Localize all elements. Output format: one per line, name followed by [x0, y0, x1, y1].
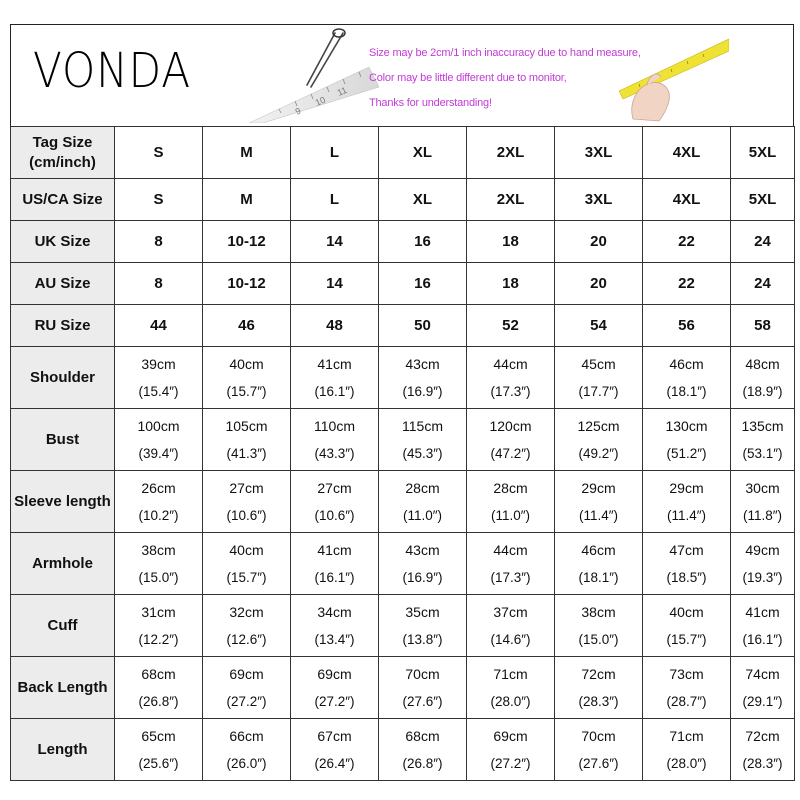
inch-value: (12.6″) — [226, 631, 267, 647]
measure-cell — [731, 595, 795, 657]
measure-cell — [731, 657, 795, 719]
measure-cell — [643, 719, 731, 781]
measure-cell — [203, 719, 291, 781]
note-line: Color may be little different due to monitor, — [369, 72, 567, 84]
size-cell: 14 — [291, 263, 379, 305]
measure-cell — [115, 719, 203, 781]
inch-value: (16.1″) — [314, 383, 355, 399]
row-label — [11, 127, 115, 179]
size-cell: S — [115, 127, 203, 179]
size-cell: L — [291, 179, 379, 221]
measure-cell — [643, 657, 731, 719]
cm-value: 43cm — [405, 541, 440, 558]
cm-value: 49cm — [745, 541, 780, 558]
inch-value: (43.3″) — [314, 445, 355, 461]
row-label-line: UK Size — [34, 232, 91, 250]
hand-tape-measure-icon — [619, 27, 729, 123]
measure-cell — [731, 533, 795, 595]
measure-cell — [291, 595, 379, 657]
measure-row — [11, 409, 795, 471]
measure-row — [11, 471, 795, 533]
size-cell: 50 — [379, 305, 467, 347]
size-cell: L — [291, 127, 379, 179]
inch-value: (28.3″) — [742, 755, 783, 771]
cm-value: 100cm — [137, 417, 180, 434]
inch-value: (41.3″) — [226, 445, 267, 461]
inch-value: (15.0″) — [578, 631, 619, 647]
cm-value: 68cm — [141, 665, 176, 682]
measure-cell — [731, 347, 795, 409]
size-cell: 22 — [643, 221, 731, 263]
size-row — [11, 305, 795, 347]
inch-value: (16.9″) — [402, 383, 443, 399]
measure-banner — [239, 27, 729, 123]
cm-value: 41cm — [317, 541, 352, 558]
cm-value: 69cm — [317, 665, 352, 682]
inch-value: (13.4″) — [314, 631, 355, 647]
inch-value: (16.1″) — [314, 569, 355, 585]
cm-value: 72cm — [581, 665, 616, 682]
inch-value: (11.4″) — [578, 507, 619, 523]
measure-cell — [115, 471, 203, 533]
size-cell: XL — [379, 127, 467, 179]
measure-cell — [291, 719, 379, 781]
cm-value: 110cm — [314, 417, 355, 434]
measure-cell — [115, 595, 203, 657]
measure-cell — [291, 409, 379, 471]
size-cell: 20 — [555, 221, 643, 263]
measure-cell — [555, 719, 643, 781]
size-cell: 2XL — [467, 127, 555, 179]
inch-value: (49.2″) — [578, 445, 619, 461]
cm-value: 48cm — [745, 355, 780, 372]
size-cell: 24 — [731, 263, 795, 305]
size-cell: 5XL — [731, 127, 795, 179]
inch-value: (53.1″) — [742, 445, 783, 461]
cm-value: 41cm — [317, 355, 352, 372]
row-label-line: Tag Size — [32, 133, 93, 151]
measure-cell — [203, 595, 291, 657]
size-row — [11, 263, 795, 305]
measure-row — [11, 533, 795, 595]
cm-value: 125cm — [577, 417, 620, 434]
inch-value: (18.5″) — [666, 569, 707, 585]
inch-value: (12.2″) — [138, 631, 179, 647]
cm-value: 71cm — [669, 727, 704, 744]
cm-value: 71cm — [493, 665, 528, 682]
row-label — [11, 305, 115, 347]
measure-cell — [643, 533, 731, 595]
inch-value: (17.3″) — [490, 383, 531, 399]
inch-value: (27.2″) — [314, 693, 355, 709]
measure-cell — [731, 471, 795, 533]
measure-cell — [203, 657, 291, 719]
measure-cell — [379, 409, 467, 471]
inch-value: (15.7″) — [226, 383, 267, 399]
row-label — [11, 179, 115, 221]
inch-value: (13.8″) — [402, 631, 443, 647]
cm-value: 40cm — [229, 355, 264, 372]
size-cell: 5XL — [731, 179, 795, 221]
measure-cell — [467, 347, 555, 409]
size-cell: XL — [379, 179, 467, 221]
cm-value: 74cm — [745, 665, 780, 682]
cm-value: 44cm — [493, 541, 528, 558]
size-cell: 4XL — [643, 127, 731, 179]
measure-cell — [555, 595, 643, 657]
measure-cell — [467, 657, 555, 719]
cm-value: 120cm — [489, 417, 532, 434]
size-cell: S — [115, 179, 203, 221]
size-cell: 18 — [467, 221, 555, 263]
measure-cell — [467, 595, 555, 657]
inch-value: (27.6″) — [578, 755, 619, 771]
cm-value: 27cm — [229, 479, 264, 496]
inch-value: (27.2″) — [226, 693, 267, 709]
cm-value: 135cm — [741, 417, 784, 434]
measurement-notes — [369, 41, 641, 116]
cm-value: 44cm — [493, 355, 528, 372]
size-cell: 20 — [555, 263, 643, 305]
size-cell: 10-12 — [203, 263, 291, 305]
measure-cell — [379, 595, 467, 657]
cm-value: 67cm — [317, 727, 352, 744]
size-cell: 2XL — [467, 179, 555, 221]
inch-value: (28.0″) — [666, 755, 707, 771]
cm-value: 40cm — [229, 541, 264, 558]
inch-value: (15.7″) — [226, 569, 267, 585]
measure-cell — [555, 657, 643, 719]
measure-cell — [115, 347, 203, 409]
cm-value: 130cm — [665, 417, 708, 434]
inch-value: (10.2″) — [138, 507, 179, 523]
cm-value: 41cm — [745, 603, 780, 620]
inch-value: (11.4″) — [666, 507, 707, 523]
cm-value: 69cm — [229, 665, 264, 682]
measure-cell — [379, 657, 467, 719]
cm-value: 40cm — [669, 603, 704, 620]
row-label: Shoulder — [11, 347, 115, 409]
cm-value: 29cm — [669, 479, 704, 496]
cm-value: 32cm — [229, 603, 264, 620]
note-line: Thanks for understanding! — [369, 97, 492, 109]
size-cell: 44 — [115, 305, 203, 347]
size-cell: 16 — [379, 221, 467, 263]
inch-value: (15.0″) — [138, 569, 179, 585]
row-label — [11, 263, 115, 305]
inch-value: (26.8″) — [138, 693, 179, 709]
row-label: Bust — [11, 409, 115, 471]
inch-value: (39.4″) — [138, 445, 179, 461]
size-cell: 46 — [203, 305, 291, 347]
cm-value: 47cm — [669, 541, 704, 558]
inch-value: (15.4″) — [138, 383, 179, 399]
ruler-number: 10 — [313, 94, 327, 108]
row-label-line: RU Size — [34, 316, 91, 334]
size-row — [11, 221, 795, 263]
measure-cell — [203, 533, 291, 595]
measure-cell — [555, 471, 643, 533]
measure-cell — [291, 471, 379, 533]
measure-cell — [379, 347, 467, 409]
measure-cell — [291, 347, 379, 409]
row-label: Sleeve length — [11, 471, 115, 533]
size-cell: 8 — [115, 263, 203, 305]
row-label: Armhole — [11, 533, 115, 595]
size-cell: 16 — [379, 263, 467, 305]
measure-cell — [291, 533, 379, 595]
size-row — [11, 127, 795, 179]
cm-value: 30cm — [745, 479, 780, 496]
cm-value: 66cm — [229, 727, 264, 744]
inch-value: (45.3″) — [402, 445, 443, 461]
size-table — [10, 126, 795, 781]
measure-cell — [379, 471, 467, 533]
measure-cell — [643, 347, 731, 409]
measure-cell — [731, 719, 795, 781]
measure-cell — [203, 409, 291, 471]
row-label: Cuff — [11, 595, 115, 657]
inch-value: (47.2″) — [490, 445, 531, 461]
inch-value: (14.6″) — [490, 631, 531, 647]
row-label — [11, 221, 115, 263]
inch-value: (18.1″) — [666, 383, 707, 399]
cm-value: 105cm — [225, 417, 268, 434]
cm-value: 31cm — [141, 603, 176, 620]
size-cell: 4XL — [643, 179, 731, 221]
row-label-line: AU Size — [34, 274, 91, 292]
cm-value: 38cm — [581, 603, 616, 620]
inch-value: (28.3″) — [578, 693, 619, 709]
cm-value: 39cm — [141, 355, 176, 372]
measure-cell — [555, 347, 643, 409]
cm-value: 29cm — [581, 479, 616, 496]
inch-value: (15.7″) — [666, 631, 707, 647]
measure-cell — [467, 719, 555, 781]
row-label-line: (cm/inch) — [29, 153, 96, 171]
cm-value: 70cm — [405, 665, 440, 682]
inch-value: (28.0″) — [490, 693, 531, 709]
row-label-line: US/CA Size — [22, 190, 103, 208]
inch-value: (10.6″) — [226, 507, 267, 523]
inch-value: (28.7″) — [666, 693, 707, 709]
size-cell: 52 — [467, 305, 555, 347]
inch-value: (17.7″) — [578, 383, 619, 399]
measure-cell — [115, 657, 203, 719]
measure-cell — [643, 409, 731, 471]
inch-value: (27.6″) — [402, 693, 443, 709]
size-cell: 14 — [291, 221, 379, 263]
inch-value: (11.0″) — [402, 507, 443, 523]
measure-cell — [379, 533, 467, 595]
chart-header — [10, 24, 794, 127]
size-cell: 24 — [731, 221, 795, 263]
measure-row — [11, 595, 795, 657]
cm-value: 73cm — [669, 665, 704, 682]
size-cell: 18 — [467, 263, 555, 305]
cm-value: 68cm — [405, 727, 440, 744]
measure-cell — [467, 471, 555, 533]
size-cell: 58 — [731, 305, 795, 347]
cm-value: 37cm — [493, 603, 528, 620]
cm-value: 45cm — [581, 355, 616, 372]
measure-cell — [555, 409, 643, 471]
inch-value: (26.0″) — [226, 755, 267, 771]
inch-value: (18.9″) — [742, 383, 783, 399]
size-cell: M — [203, 179, 291, 221]
inch-value: (18.1″) — [578, 569, 619, 585]
row-label: Back Length — [11, 657, 115, 719]
cm-value: 28cm — [405, 479, 440, 496]
inch-value: (10.6″) — [314, 507, 355, 523]
cm-value: 43cm — [405, 355, 440, 372]
inch-value: (16.9″) — [402, 569, 443, 585]
note-line: Size may be 2cm/1 inch inaccuracy due to hand measure, — [369, 47, 641, 59]
cm-value: 72cm — [745, 727, 780, 744]
cm-value: 115cm — [402, 417, 443, 434]
cm-value: 46cm — [669, 355, 704, 372]
cm-value: 26cm — [141, 479, 176, 496]
inch-value: (27.2″) — [490, 755, 531, 771]
cm-value: 38cm — [141, 541, 176, 558]
brand-logo: VONDA — [33, 43, 192, 99]
size-cell: 3XL — [555, 127, 643, 179]
size-cell: 10-12 — [203, 221, 291, 263]
measure-row — [11, 347, 795, 409]
inch-value: (29.1″) — [742, 693, 783, 709]
cm-value: 28cm — [493, 479, 528, 496]
measure-cell — [731, 409, 795, 471]
ruler-number: 9 — [293, 105, 303, 117]
inch-value: (11.8″) — [742, 507, 783, 523]
size-chart — [10, 24, 794, 794]
measure-cell — [203, 471, 291, 533]
inch-value: (11.0″) — [490, 507, 531, 523]
cm-value: 27cm — [317, 479, 352, 496]
inch-value: (51.2″) — [666, 445, 707, 461]
size-cell: 54 — [555, 305, 643, 347]
measure-row — [11, 657, 795, 719]
measure-cell — [203, 347, 291, 409]
cm-value: 70cm — [581, 727, 616, 744]
size-cell: M — [203, 127, 291, 179]
measure-cell — [643, 471, 731, 533]
cm-value: 46cm — [581, 541, 616, 558]
inch-value: (16.1″) — [742, 631, 783, 647]
inch-value: (19.3″) — [742, 569, 783, 585]
size-cell: 22 — [643, 263, 731, 305]
measure-cell — [115, 533, 203, 595]
measure-row — [11, 719, 795, 781]
inch-value: (17.3″) — [490, 569, 531, 585]
measure-cell — [643, 595, 731, 657]
measure-cell — [555, 533, 643, 595]
cm-value: 35cm — [405, 603, 440, 620]
size-cell: 8 — [115, 221, 203, 263]
measure-cell — [467, 409, 555, 471]
measure-cell — [291, 657, 379, 719]
measure-cell — [467, 533, 555, 595]
inch-value: (26.8″) — [402, 755, 443, 771]
measure-cell — [379, 719, 467, 781]
size-cell: 56 — [643, 305, 731, 347]
row-label: Length — [11, 719, 115, 781]
inch-value: (26.4″) — [314, 755, 355, 771]
measure-cell — [115, 409, 203, 471]
size-cell: 3XL — [555, 179, 643, 221]
cm-value: 69cm — [493, 727, 528, 744]
size-row — [11, 179, 795, 221]
size-cell: 48 — [291, 305, 379, 347]
scissors-ruler-icon — [239, 27, 379, 123]
cm-value: 65cm — [141, 727, 176, 744]
cm-value: 34cm — [317, 603, 352, 620]
ruler-number: 11 — [335, 84, 349, 98]
inch-value: (25.6″) — [138, 755, 179, 771]
